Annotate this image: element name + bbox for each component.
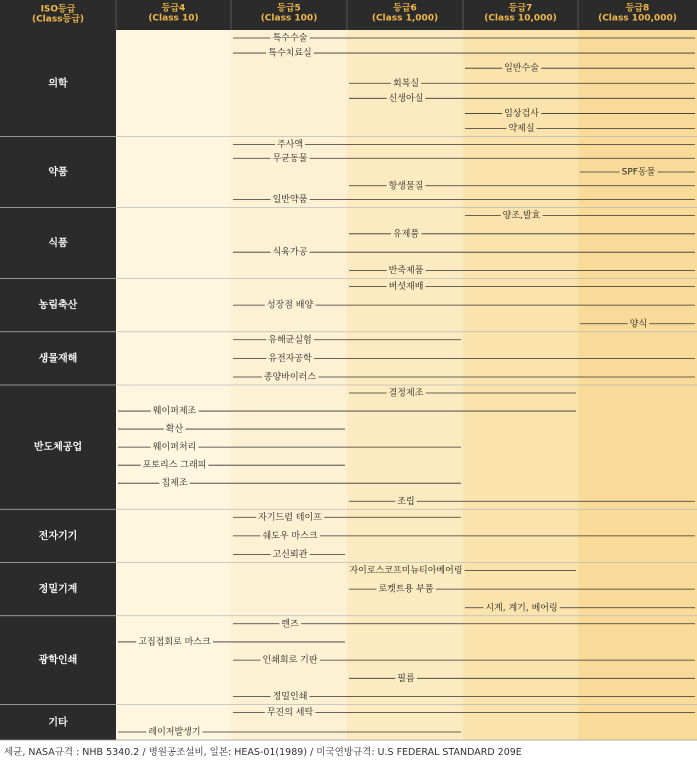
- item-label: 자이로스코프미뉴티아베어링: [349, 566, 463, 576]
- class-column-bg: [116, 0, 231, 740]
- item-label: 회복실: [392, 78, 420, 89]
- item-label: 정밀인쇄: [272, 692, 308, 702]
- header-grade-label: 등급8: [625, 3, 650, 14]
- header-grade-label: 등급4: [161, 3, 186, 14]
- item-label: 양식: [629, 319, 648, 330]
- item-label: 고신뢰관: [272, 550, 308, 560]
- item-label: 웨이퍼처리: [152, 442, 197, 453]
- item-label: 항생물질: [388, 181, 424, 192]
- category-label: 약품: [48, 167, 68, 178]
- item-label: 양조,발효: [502, 211, 541, 221]
- item-label: 임상검사: [504, 108, 539, 119]
- category-label: 전자기기: [38, 530, 78, 542]
- item-label: 특수수술: [272, 33, 308, 44]
- header-class-label: (Class 1,000): [371, 13, 439, 24]
- item-label: 유전자공학: [268, 353, 312, 364]
- header-corner-label: (Class등급): [31, 14, 85, 25]
- item-label: 유제품: [392, 229, 420, 240]
- category-label: 의학: [48, 78, 68, 90]
- item-label: 자기드럼 테이프: [258, 512, 322, 523]
- header-class-label: (Class 10,000): [484, 13, 557, 24]
- category-label: 광학인쇄: [38, 655, 78, 667]
- header-bar: [0, 0, 697, 30]
- item-label: 로켓트용 부품: [378, 584, 434, 595]
- item-label: 결정제조: [388, 388, 424, 399]
- item-label: 버섯재배: [388, 282, 424, 292]
- category-label: 농림축산: [38, 300, 78, 312]
- item-label: 렌즈: [281, 619, 299, 630]
- header-class-label: (Class 100): [260, 13, 318, 24]
- item-label: 신생아실: [388, 93, 424, 104]
- item-label: 쉐도우 마스크: [262, 531, 318, 542]
- category-label: 정밀기계: [38, 584, 78, 596]
- item-label: 일반수술: [504, 63, 539, 74]
- item-label: 무균동물: [272, 153, 308, 164]
- header-grade-label: 등급7: [508, 3, 533, 14]
- item-label: 조립: [397, 496, 415, 507]
- item-label: 레이저발생기: [148, 727, 201, 738]
- class-column-bg: [347, 0, 463, 740]
- item-label: 반죽제품: [388, 266, 424, 276]
- item-label: 식육가공: [272, 247, 308, 258]
- item-label: 시계, 계기, 베어링: [485, 603, 558, 614]
- header-grade-label: 등급5: [277, 3, 301, 14]
- standards-footnote: 세균, NASA규격 : NHB 5340.2 / 병원공조설비, 일본: HEAS-01(1989) / 미국연방규격: U.S FEDERAL STANDARD 209E: [4, 747, 522, 758]
- item-label: 약제실: [508, 124, 535, 134]
- header-class-label: (Class 10): [148, 13, 199, 24]
- item-label: 인쇄회로 기판: [262, 655, 318, 666]
- item-label: 포토리스 그래피: [142, 460, 207, 471]
- category-label: 기타: [48, 717, 68, 729]
- item-label: 웨이퍼제조: [152, 406, 197, 417]
- item-label: 주사액: [276, 140, 304, 150]
- header-class-label: (Class 100,000): [598, 13, 677, 24]
- item-label: 확산: [165, 424, 184, 435]
- category-label: 반도체공업: [33, 442, 83, 454]
- item-label: 일반약품: [272, 195, 308, 205]
- category-label: 생물재해: [38, 353, 78, 365]
- item-label: SPF동물: [621, 167, 656, 178]
- item-label: 고집접회로 마스크: [138, 637, 211, 648]
- header-grade-label: 등급6: [393, 3, 417, 14]
- item-label: 성장점 배양: [266, 300, 314, 311]
- category-label: 식품: [48, 238, 68, 249]
- item-label: 유해균실험: [268, 335, 312, 346]
- item-label: 필름: [397, 673, 415, 684]
- class-column-bg: [578, 0, 697, 740]
- item-label: 무진의 세탁: [266, 708, 314, 718]
- item-label: 특수치료실: [268, 48, 312, 59]
- header-corner-label: ISO등급: [40, 4, 76, 15]
- item-label: 종양바이러스: [263, 372, 317, 383]
- item-label: 칩제조: [161, 478, 188, 489]
